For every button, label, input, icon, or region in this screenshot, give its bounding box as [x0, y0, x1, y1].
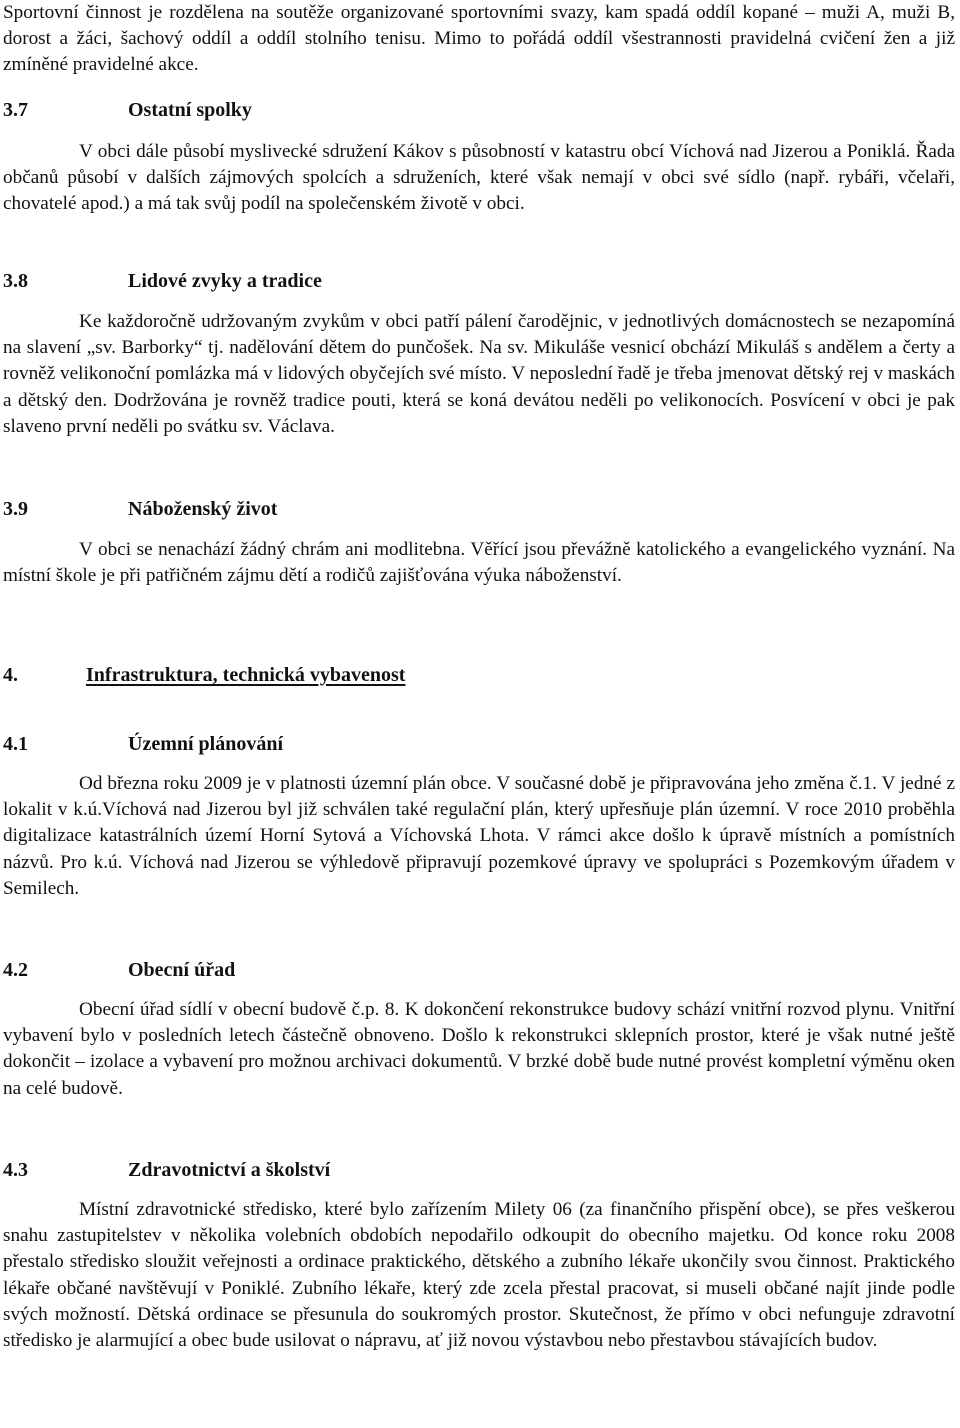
chapter-heading-4 — [3, 662, 955, 688]
section-number: 3.7 — [3, 99, 28, 121]
section-heading-4-3 — [3, 1157, 955, 1183]
section-title: Lidové zvyky a tradice — [128, 270, 322, 292]
section-heading-3-8 — [3, 268, 955, 294]
section-number: 4.1 — [3, 733, 28, 755]
section-number: 3.8 — [3, 270, 28, 292]
section-title: Náboženský život — [128, 498, 278, 520]
section-title: Ostatní spolky — [128, 99, 252, 121]
section-paragraph-3-9: V obci se nenachází žádný chrám ani modlitebna. Věřící jsou převážně katolického a evangelického vyznání. Na místní škole je při patřičném zájmu dětí a rodičů zajišťována výuka náboženství. — [3, 539, 955, 587]
section-paragraph-3-8: Ke každoročně udržovaným zvykům v obci patří pálení čarodějnic, v jednotlivých domácnostech se nezapomíná na slavení „sv. Barborky“ tj. nadělování dětem do punčošek. Na sv. Mikuláše vesnicí obchází Mikuláš s andělem a čerty a rovněž velikonoční pomlázka má v lidových obyčejích své místo. V neposlední řadě je třeba jmenovat dětský rej v maskách a dětský den. Dodržována je rovněž tradice pouti, která se koná devátou neděli po velikonocích. Posvícení v obci je pak slaveno první neděli po svátku sv. Václava. — [3, 311, 955, 437]
section-heading-4-2 — [3, 957, 955, 983]
chapter-number: 4. — [3, 664, 18, 686]
section-paragraph-4-3: Místní zdravotnické středisko, které bylo zařízením Milety 06 (za finančního přispění obce), se přes veškerou snahu zastupitelstev v několika volebních obdobích nepodařilo odkoupit do obecního majetku. Od konce roku 2008 přestalo středisko sloužit veřejnosti a ordinace praktického, dětského a zubního lékaře ukončily svou činnost. Praktického lékaře občané navštěvují v Poniklé. Zubního lékaře, který zde zcela přestal pracovat, si museli občané najít jinde podle svých možností. Dětská ordinace se přesunula do soukromých prostor. Skutečnost, že přímo v obci nefunguje zdravotní středisko je alarmující a obec bude usilovat o nápravu, ať již novou výstavbou nebo přestavbou stávajících budov. — [3, 1199, 955, 1352]
section-heading-3-9 — [3, 496, 955, 522]
section-title: Územní plánování — [128, 733, 284, 755]
section-title: Obecní úřad — [128, 959, 236, 981]
section-number: 3.9 — [3, 498, 28, 520]
section-paragraph-4-1: Od března roku 2009 je v platnosti územní plán obce. V současné době je připravována jeho změna č.1. V jedné z lokalit v k.ú.Víchová nad Jizerou byl již schválen také regulační plán, který upřesňuje plán územní. V roce 2010 proběhla digitalizace katastrálních území Horní Sytová a Víchovská Lhota. V rámci akce došlo k úpravě místních a pomístních názvů. Pro k.ú. Víchová nad Jizerou se výhledově připravují pozemkové úpravy ve spolupráci s Pozemkovým úřadem v Semilech. — [3, 773, 955, 899]
section-title: Zdravotnictví a školství — [128, 1159, 331, 1181]
section-heading-4-1 — [3, 731, 955, 757]
section-heading-3-7 — [3, 97, 955, 123]
section-number: 4.2 — [3, 959, 28, 981]
chapter-title: Infrastruktura, technická vybavenost — [86, 664, 406, 686]
section-paragraph-3-7: V obci dále působí myslivecké sdružení Kákov s působností v katastru obcí Víchová nad Jizerou a Poniklá. Řada občanů působí v dalších zájmových spolcích a sdruženích, které však nemají v obci své sídlo (např. rybáři, včelaři, chovatelé apod.) a má tak svůj podíl na společenském životě v obci. — [3, 141, 955, 215]
section-paragraph-4-2: Obecní úřad sídlí v obecní budově č.p. 8. K dokončení rekonstrukce budovy schází vnitřní rozvod plynu. Vnitřní vybavení bylo v posledních letech částečně obnoveno. Došlo k rekonstrukci sklepních prostor, které je však nutné ještě dokončit – izolace a vybavení pro možnou archivaci dokumentů. V brzké době bude nutné provést kompletní výměnu oken na celé budově. — [3, 999, 955, 1099]
intro-paragraph: Sportovní činnost je rozdělena na soutěže organizované sportovními svazy, kam spadá oddíl kopané – muži A, muži B, dorost a žáci, šachový oddíl a oddíl stolního tenisu. Mimo to pořádá oddíl všestrannosti pravidelná cvičení žen a již zmíněné pravidelné akce. — [3, 2, 955, 76]
section-number: 4.3 — [3, 1159, 28, 1181]
